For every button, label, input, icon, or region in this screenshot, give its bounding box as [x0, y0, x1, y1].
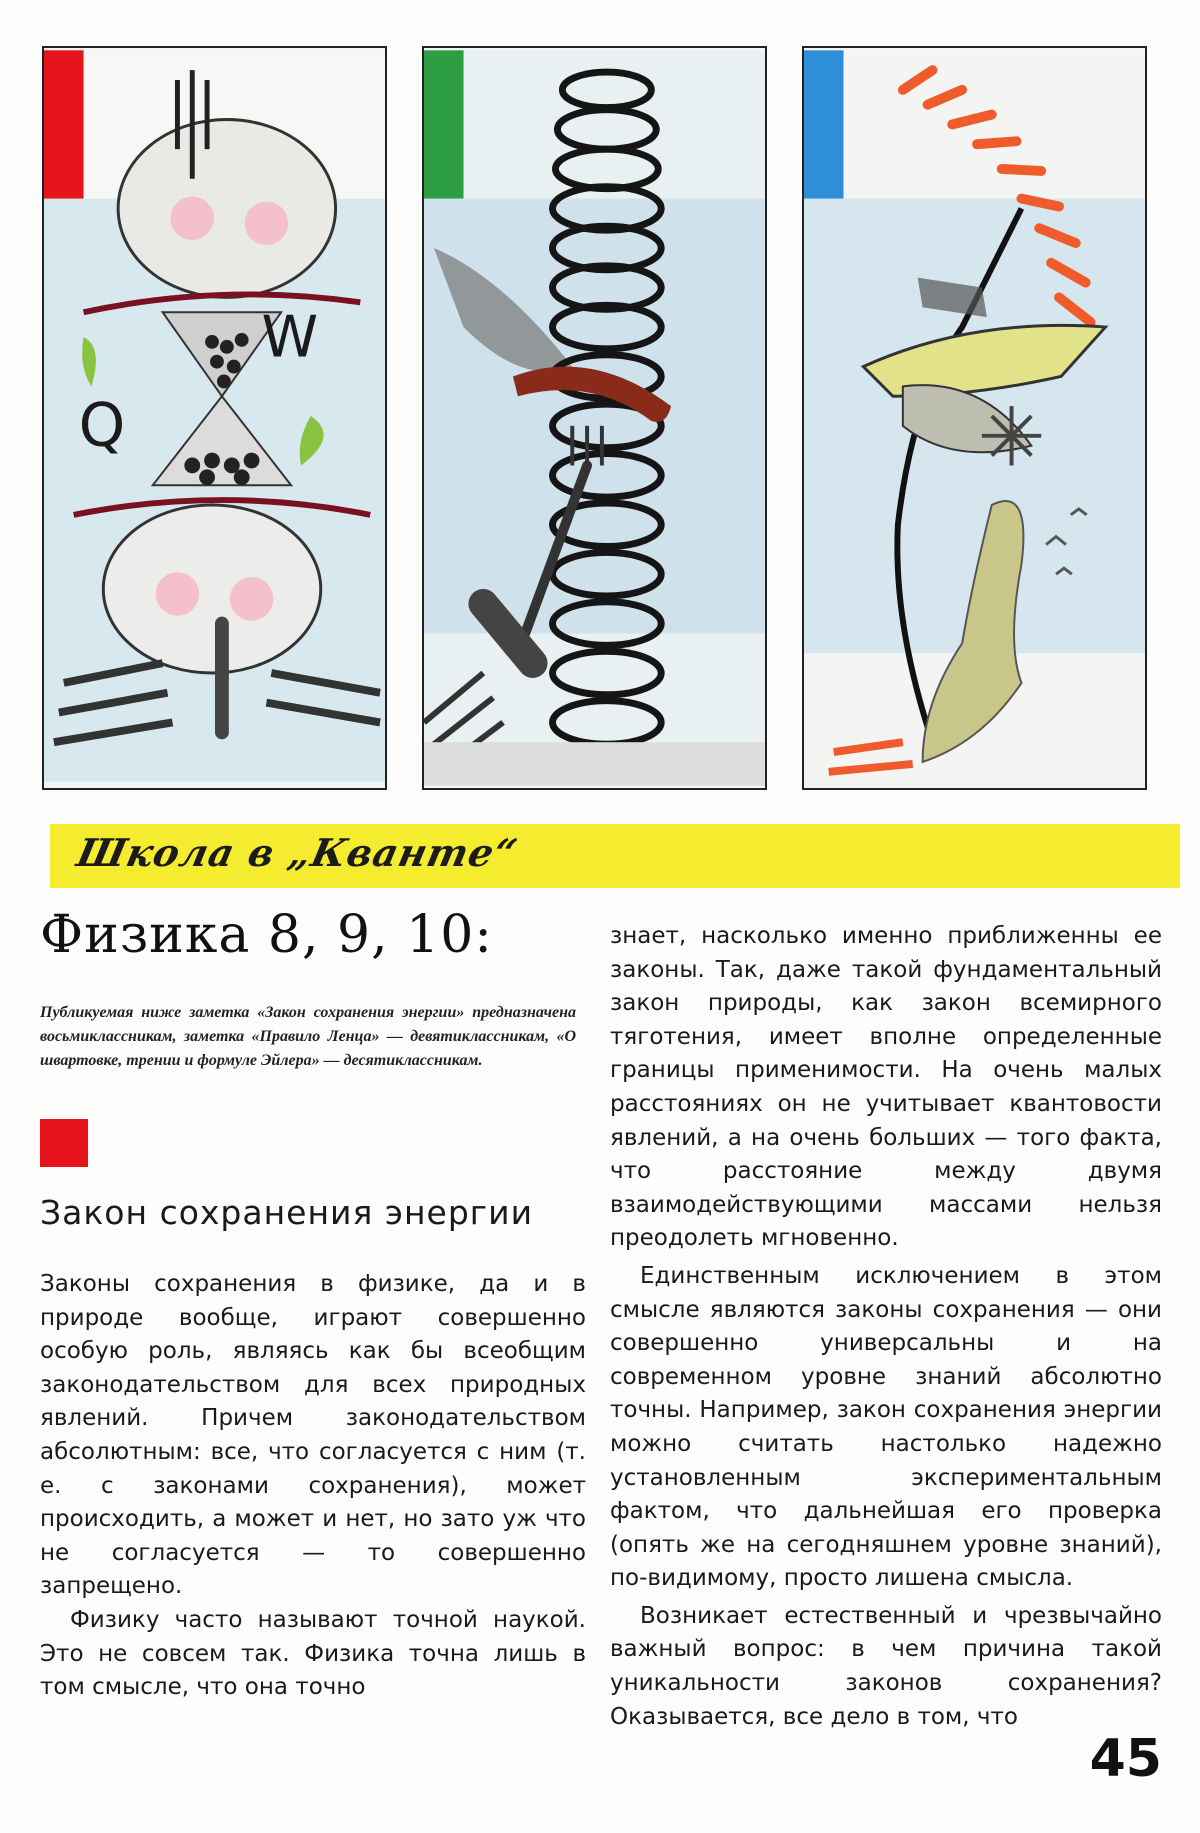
- letter-w: W: [261, 303, 319, 371]
- letter-q: Q: [78, 390, 126, 460]
- green-accent-stripe: [424, 50, 464, 198]
- hourglass-figure-illustration: [44, 48, 385, 788]
- article-column-left: [40, 905, 586, 1705]
- left-paragraph-2: Физику часто называют точной наукой. Это не совсем так. Физика точна лишь в том смысле, что она точно: [40, 1606, 586, 1701]
- illustrations: [42, 46, 1158, 790]
- section-title: Закон сохранения энергии: [40, 1193, 534, 1232]
- blue-accent-stripe: [804, 50, 844, 198]
- school-kvant-banner: [50, 824, 1180, 888]
- right-paragraph-1: знает, насколько именно приближенны ее законы. Так, даже такой фундаментальный закон природы, как закон всемирного тяготения, имеет вполне определенные границы применимости. На очень малых расстояниях он не учитывает квантовости явлений, а на очень больших — того факта, что расстояние между двумя взаимодействующими массами нельзя преодолеть мгновенно.: [610, 923, 1162, 1252]
- airplane-rope-illustration: [804, 48, 1145, 788]
- article-intro: Публикуемая ниже заметка «Закон сохранения энергии» предназначена восьмиклассникам, заметка «Правило Ленца» — девятиклассникам, «О швартовке, трении и формуле Эйлера» — десятиклассникам.: [40, 1004, 576, 1069]
- illustration-panel-hourglass-figure: [42, 46, 387, 790]
- right-paragraph-3: Возникает естественный и чрезвычайно важный вопрос: в чем причина такой уникальности законов сохранения? Оказывается, все дело в том, что: [610, 1602, 1162, 1730]
- illustration-panel-airplane-rope: [802, 46, 1147, 790]
- left-paragraph-1: Законы сохранения в физике, да и в природе вообще, играют совершенно особую роль, являясь как бы всеобщим законодательством для всех природных явлений. Причем законодательством абсолютным: все, что согласуется с ним (т. е. с законами сохранения), может происходить, а может и нет, но зато уж что не согласуется — то совершенно запрещено.: [40, 1271, 586, 1600]
- right-paragraph-2: Единственным исключением в этом смысле являются законы сохранения — они совершенно универсальны и на современном уровне знаний абсолютно точны. Например, закон сохранения энергии можно считать настолько надежно установленным экспериментальным фактом, что дальнейшая его проверка (опять же на сегодняшнем уровне знаний), по-видимому, просто лишена смысла.: [610, 1262, 1162, 1592]
- article-column-right: [610, 920, 1162, 1738]
- page-number: 45: [1089, 1729, 1162, 1789]
- illustration-panel-spring-fork: [422, 46, 767, 790]
- banner-title: Школа в „Кванте“: [73, 830, 522, 875]
- article-title: Физика 8, 9, 10:: [40, 905, 493, 965]
- section-red-marker: [40, 1119, 88, 1167]
- spring-fork-illustration: [424, 48, 765, 788]
- red-accent-stripe: [44, 50, 84, 198]
